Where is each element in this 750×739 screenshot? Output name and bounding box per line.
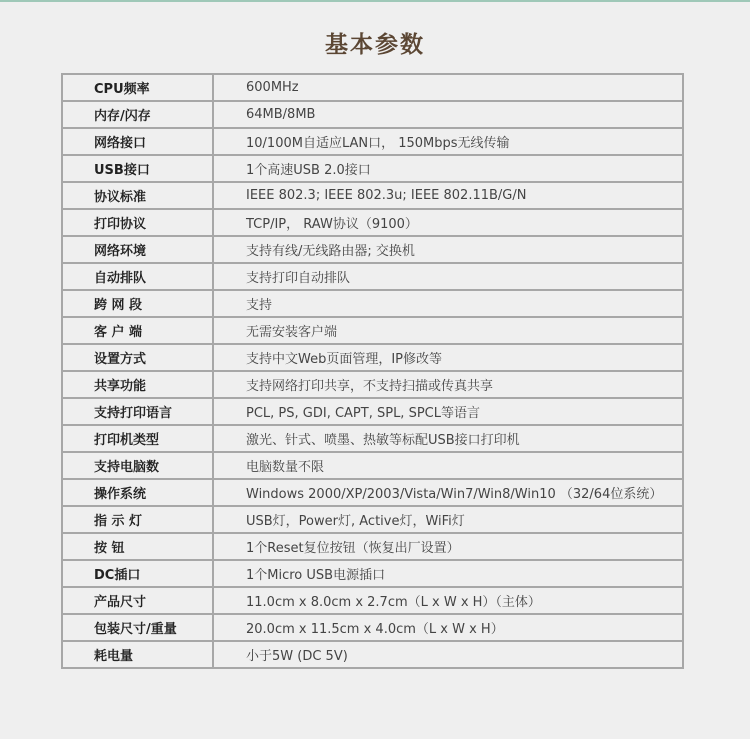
spec-value: 1个Reset复位按钮（恢复出厂设置）	[213, 533, 683, 560]
page-title: 基本参数	[325, 32, 425, 58]
top-divider	[0, 0, 750, 2]
spec-row	[62, 371, 683, 398]
spec-value: TCP/IP， RAW协议（9100）	[213, 209, 683, 236]
spec-value: 激光、针式、喷墨、热敏等标配USB接口打印机	[213, 425, 683, 452]
spec-label: 打印机类型	[62, 425, 213, 452]
spec-label: 协议标准	[62, 182, 213, 209]
spec-label: 支持打印语言	[62, 398, 213, 425]
spec-label: 产品尺寸	[62, 587, 213, 614]
spec-label: 内存/闪存	[62, 101, 213, 128]
spec-label: DC插口	[62, 560, 213, 587]
spec-row	[62, 290, 683, 317]
spec-label: 客 户 端	[62, 317, 213, 344]
spec-value: Windows 2000/XP/2003/Vista/Win7/Win8/Win10 （32/64位系统）	[213, 479, 683, 506]
spec-value: 1个Micro USB电源插口	[213, 560, 683, 587]
spec-row	[62, 560, 683, 587]
spec-table	[61, 73, 684, 669]
spec-row	[62, 155, 683, 182]
spec-value: 600MHz	[213, 74, 683, 101]
spec-value: PCL, PS, GDI, CAPT, SPL, SPCL等语言	[213, 398, 683, 425]
spec-value: 无需安装客户端	[213, 317, 683, 344]
spec-label: CPU频率	[62, 74, 213, 101]
spec-label: 支持电脑数	[62, 452, 213, 479]
spec-label: 共享功能	[62, 371, 213, 398]
spec-value: 10/100M自适应LAN口， 150Mbps无线传输	[213, 128, 683, 155]
spec-row	[62, 479, 683, 506]
spec-value: 支持中文Web页面管理，IP修改等	[213, 344, 683, 371]
spec-value: IEEE 802.3; IEEE 802.3u; IEEE 802.11B/G/N	[213, 182, 683, 209]
spec-row	[62, 236, 683, 263]
spec-label: 按 钮	[62, 533, 213, 560]
spec-row	[62, 614, 683, 641]
spec-label: 自动排队	[62, 263, 213, 290]
spec-label: 设置方式	[62, 344, 213, 371]
spec-row	[62, 74, 683, 101]
spec-value: 支持打印自动排队	[213, 263, 683, 290]
spec-row	[62, 452, 683, 479]
spec-label: 操作系统	[62, 479, 213, 506]
spec-row	[62, 506, 683, 533]
spec-value: 支持有线/无线路由器; 交换机	[213, 236, 683, 263]
spec-row	[62, 263, 683, 290]
spec-label: 打印协议	[62, 209, 213, 236]
spec-label: USB接口	[62, 155, 213, 182]
spec-label: 指 示 灯	[62, 506, 213, 533]
spec-row	[62, 128, 683, 155]
spec-value: 支持	[213, 290, 683, 317]
spec-row	[62, 344, 683, 371]
spec-value: 20.0cm x 11.5cm x 4.0cm（L x W x H）	[213, 614, 683, 641]
spec-label: 包装尺寸/重量	[62, 614, 213, 641]
spec-row	[62, 425, 683, 452]
spec-value: 11.0cm x 8.0cm x 2.7cm（L x W x H）（主体）	[213, 587, 683, 614]
spec-value: 1个高速USB 2.0接口	[213, 155, 683, 182]
spec-row	[62, 533, 683, 560]
spec-row	[62, 101, 683, 128]
spec-label: 网络接口	[62, 128, 213, 155]
spec-row	[62, 209, 683, 236]
spec-row	[62, 641, 683, 668]
spec-label: 跨 网 段	[62, 290, 213, 317]
spec-row	[62, 182, 683, 209]
spec-label: 网络环境	[62, 236, 213, 263]
spec-row	[62, 398, 683, 425]
spec-row	[62, 317, 683, 344]
spec-value: 电脑数量不限	[213, 452, 683, 479]
spec-value: 支持网络打印共享，不支持扫描或传真共享	[213, 371, 683, 398]
spec-value: USB灯，Power灯, Active灯，WiFi灯	[213, 506, 683, 533]
spec-value: 小于5W (DC 5V)	[213, 641, 683, 668]
spec-row	[62, 587, 683, 614]
spec-label: 耗电量	[62, 641, 213, 668]
spec-value: 64MB/8MB	[213, 101, 683, 128]
